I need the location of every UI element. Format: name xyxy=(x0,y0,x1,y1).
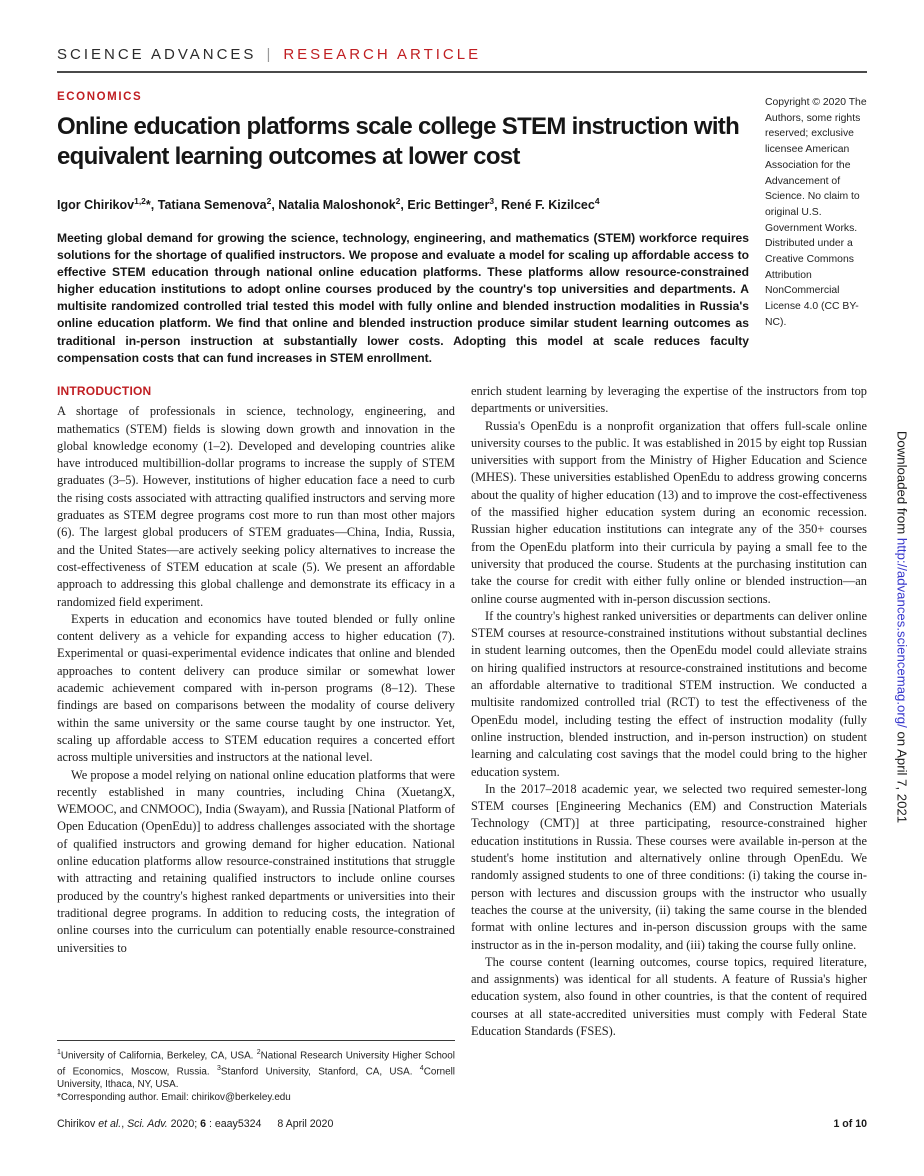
section-kicker: ECONOMICS xyxy=(57,91,143,103)
body-paragraph: In the 2017–2018 academic year, we selected two required semester-long STEM courses [Engineering Mechanics (EM) and Construction Materials Technology (CMT)] at three participating, resource-constrained higher education institutions in Russia. These courses were available in-person at the student's home institution and alternatively online through OpenEdu. We randomly assigned students to one of three conditions: (i) taking the course in-person with lectures and discussion groups with the instructor who usually teaches the course at the university, (ii) taking the same course in the blended format with online lectures and in-person discussion groups with the same instructor as in the in-person modality, and (iii) taking the course fully online. xyxy=(471,781,867,952)
body-paragraph: Experts in education and economics have touted blended or fully online content delivery as a vehicle for expanding access to higher education (7). Experimental or quasi-experimental evidence indicates that online and blended approaches to content delivery can produce similar or somewhat lower academic achievement compared with in-person programs (8–12). These findings are based on comparisons between the modality of course delivery within the same university or the same course taught by one instructor. Yet, scaling up affordable access to STEM education requires a concerted effort across multiple universities and instructors at the national level. xyxy=(57,611,455,765)
introduction-heading: INTRODUCTION xyxy=(57,384,152,398)
author: René F. Kizilcec$^4$ xyxy=(501,196,600,213)
masthead-separator: | xyxy=(266,46,274,63)
body-paragraph: We propose a model relying on national online education platforms that were recently established in many countries, including China (XuetangX, WEMOOC, and CNMOOC), India (Swayam), and Russia [National Platform of Open Education (OpenEdu)] to address challenges associated with the shortage of qualified instructors and growing demand for higher education. National online education platforms allow resource-constrained institutions that struggle with attracting and retaining qualified instructors to include online courses produced by the country's highest ranked departments or universities into their traditional degree programs. In addition to reducing costs, the integration of online courses into the curriculum can potentially enable resource-constrained universities to xyxy=(57,767,455,955)
download-prefix: Downloaded from xyxy=(894,430,910,538)
author-affiliation-sup: 2 xyxy=(395,196,401,206)
affiliations: $^1$University of California, Berkeley, CA, USA. $^2$National Research University Higher School of Economics, Moscow, Russia. $^3$Stanford University, Stanford, CA, USA. $^4$Cornell University, Ithaca, NY, USA. xyxy=(57,1049,455,1090)
article-title: Online education platforms scale college STEM instruction with equivalent learning outcomes at lower cost xyxy=(57,113,740,170)
masthead-rule xyxy=(57,71,867,73)
author-affiliation-sup: 1,2 xyxy=(134,196,146,206)
page-footer xyxy=(57,1118,867,1130)
body-paragraph: Russia's OpenEdu is a nonprofit organization that offers full-scale online university courses to the public. It was established in 2015 by eight top Russian universities with support from the Ministry of Higher Education and Science (MHES). These universities established OpenEdu to address growing concerns about the quality of higher education (13) and to improve the cost-effectiveness of the massified higher education system during an economic recession. Russian higher education institutions can integrate any of the 350+ courses from the OpenEdu platform into their curricula by paying a small fee to the university that produced the course. Students at the purchasing institution can take the course for credit with either fully online or blended instruction—an online course augmented with in-person discussion sections. xyxy=(471,418,867,606)
journal-name: SCIENCE ADVANCES xyxy=(57,46,257,63)
author: Eric Bettinger$^3$, xyxy=(407,196,502,213)
author-affiliation-sup: 2 xyxy=(266,196,272,206)
body-paragraph: The course content (learning outcomes, course topics, required literature, and assignments) was identical for all students. A feature of Russia's higher education system, also found in other countries, is that the content of required courses at all state-accredited universities must comply with Federal State Education Standards (FSES). xyxy=(471,954,867,1038)
article-type-label: RESEARCH ARTICLE xyxy=(283,46,482,63)
author: Igor Chirikov$^{1,2}$*, xyxy=(57,196,158,213)
corresponding-author-mark: * xyxy=(145,198,151,213)
body-paragraph: enrich student learning by leveraging the expertise of the instructors from top departments or universities. xyxy=(471,384,867,416)
citation-line: Chirikov et al., Sci. Adv. 2020; 6 : eaay5324 8 April 2020 xyxy=(57,1118,334,1130)
download-url-link[interactable]: http://advances.sciencemag.org/ xyxy=(894,537,910,728)
right-column xyxy=(471,383,867,1040)
footnote-rule xyxy=(57,1040,455,1041)
author-affiliation-sup: 4 xyxy=(594,196,600,206)
author-affiliation-sup: 3 xyxy=(489,196,495,206)
author: Natalia Maloshonok$^2$, xyxy=(278,196,408,213)
download-suffix: on April 7, 2021 xyxy=(894,727,910,824)
masthead xyxy=(57,46,481,63)
body-paragraph: A shortage of professionals in science, technology, engineering, and mathematics (STEM) fields is slowing down growth and innovation in the global knowledge economy (1–2). Developed and developing countries alike have introduced multibillion-dollar programs to increase the supply of STEM graduates (3–5). However, institutions of higher education face a need to curb the rising costs associated with attracting qualified instructors and serving more graduates as STEM degree programs cost more to run than most other majors (6). The largest global producers of STEM graduates—China, India, Russia, and the United States—are actively seeking policy alternatives to increase the cost-effectiveness of STEM education at scale (5). We present an affordable approach to addressing this global challenge and demonstrate its efficacy in a randomized field experiment. xyxy=(57,404,455,609)
abstract: Meeting global demand for growing the science, technology, engineering, and mathematics (STEM) workforce requires solutions for the shortage of qualified instructors. We propose and evaluate a model for scaling up affordable access to effective STEM education through national online education platforms. These platforms allow resource-constrained higher education institutions to adopt online courses produced by the country's top universities and departments. A multisite randomized controlled trial tested this model with fully online and blended instruction modalities in Russia's online education platform. We find that online and blended instruction produce similar student learning outcomes as traditional in-person instruction at substantially lower costs. Adopting this model at scale reduces faculty compensation costs that can fund increases in STEM enrollment. xyxy=(57,231,749,365)
footnote-block xyxy=(57,1040,455,1104)
body-paragraph: If the country's highest ranked universities or departments can deliver online STEM courses at resource-constrained institutions without substantial declines in student learning outcomes, then the OpenEdu model could alleviate strains on hiring qualified instructors at resource-constrained institutions and become an affordable alternative to traditional STEM instruction. We conducted a multisite randomized controlled trial (RCT) to test the effectiveness of the OpenEdu model, including testing the effect of instruction modality (fully online instruction, blended instruction, and in-person instruction) on student learning and calculating cost savings that the model could bring to the higher education system. xyxy=(471,608,867,779)
corresponding-author-note: *Corresponding author. Email: chirikov@berkeley.edu xyxy=(57,1091,291,1103)
left-column xyxy=(57,383,455,957)
download-watermark xyxy=(895,431,910,823)
page-number: 1 of 10 xyxy=(833,1118,867,1130)
copyright-note: Copyright © 2020 The Authors, some rights reserved; exclusive licensee American Association for the Advancement of Science. No claim to original U.S. Government Works. Distributed under a Creative Commons Attribution NonCommercial License 4.0 (CC BY-NC). xyxy=(765,97,867,328)
author-list xyxy=(57,196,762,212)
author: Tatiana Semenova$^2$, xyxy=(157,196,279,213)
